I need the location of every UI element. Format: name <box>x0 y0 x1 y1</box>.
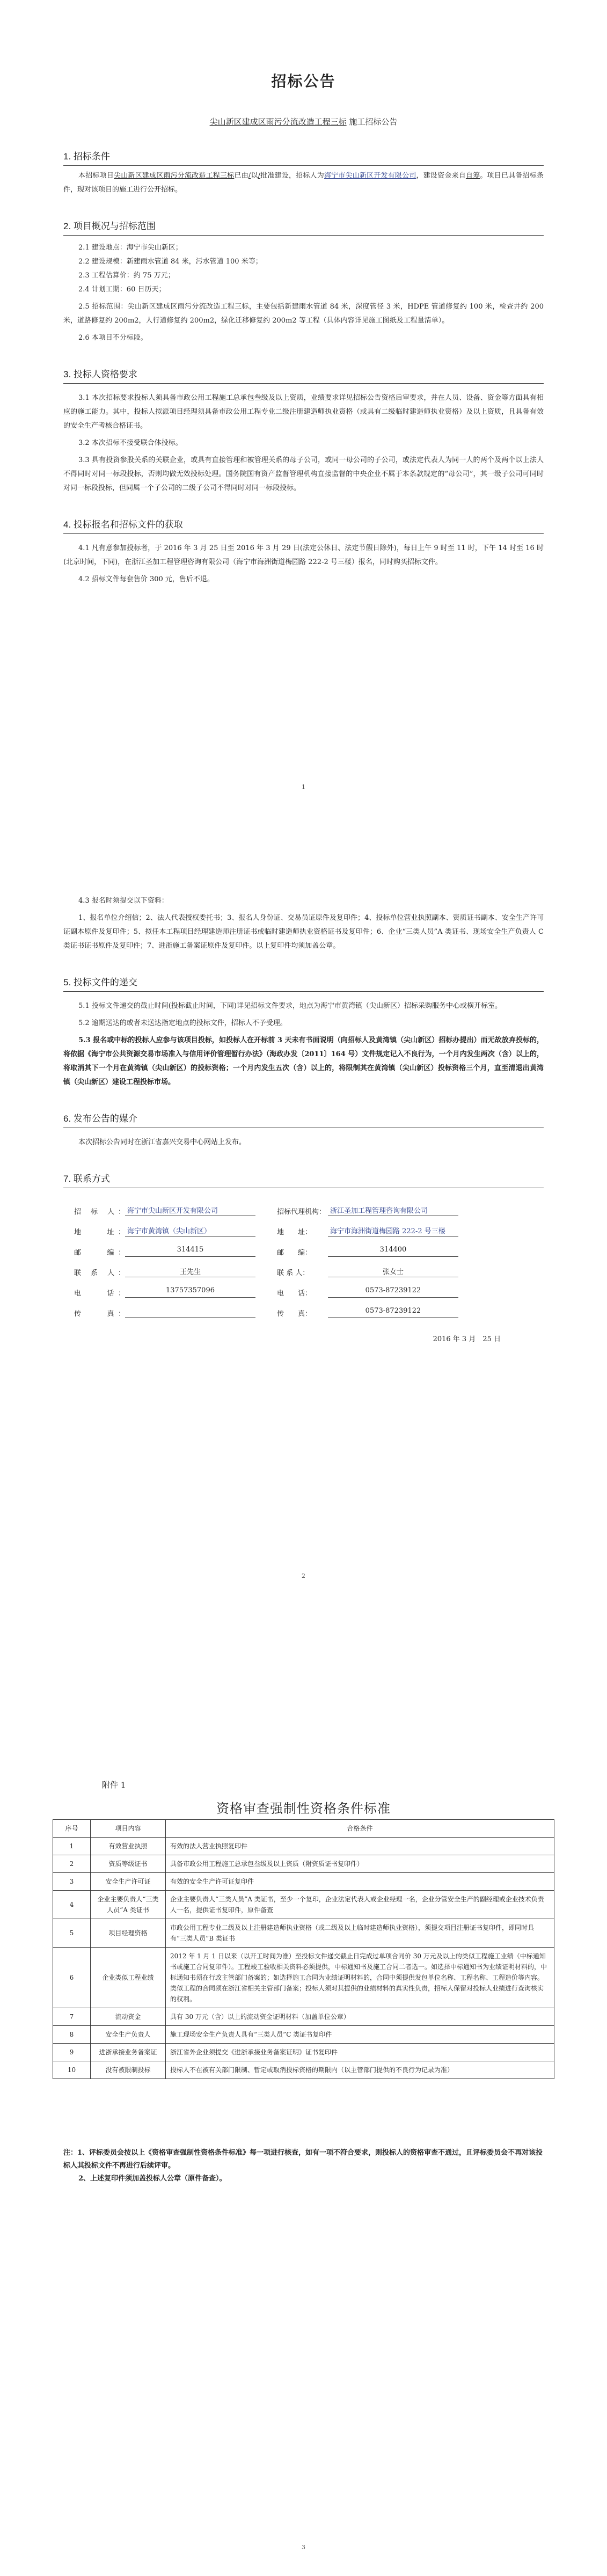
s1-owner: 海宁市尖山新区开发有限公司 <box>324 172 416 180</box>
note-1: 注：1、评标委员会按以上《资格审查强制性资格条件标准》每一项进行核查，如有一项不符合要求，则投标人的资格审查不通过，且评标委员会不再对该投标人其投标文件不再进行后续评审。 <box>63 2149 543 2170</box>
section-5-p3: 5.3 报名或中标的投标人应参与该项目投标，如投标人在开标前 3 天未有书面说明（向招标人及黄湾镇（尖山新区）招标办提出）而无故放弃投标的，将依据《海宁市公共资源交易市场准入与信用评价管理暂行办法》（海政办发〔2011〕164 号）文件规定记入不良行为，一个月内发生两次（含）以上的，将取消其下一个月在黄湾镇（尖山新区）的投标资格；一个月内发生五次（含）以上的，将限制其在黄湾镇（尖山新区）投标资格三个月，直至清退出黄湾镇（尖山新区）建设工程投标市场。 <box>63 1036 544 1086</box>
table-row: 5 项目经理资格 市政公用工程专业二级及以上注册建造师执业资格（或二级及以上临时建造师执业资格），须提交项目注册证书复印件，即同时具有“三类人员”B 类证书 <box>53 1919 554 1948</box>
section-3-p2: 3.2 本次招标不接受联合体投标。 <box>78 439 182 447</box>
list-item: 2.1 建设地点：海宁市尖山新区； <box>78 244 182 252</box>
subtitle-suffix: 施工招标公告 <box>349 117 398 127</box>
divider <box>63 383 544 384</box>
table-row: 10 没有被限制投标 投标人不在被有关部门限制、暂定或取消投标资格的期限内（以主管部门提供的不良行为记录为准） <box>53 2061 554 2079</box>
page-2 <box>0 837 607 1674</box>
column-header: 项目内容 <box>91 1820 166 1838</box>
contact-row: 联 系 人： 王先生 联 系 人： 张女士 <box>63 1257 544 1277</box>
list-item: 2.2 建设规模：新建雨水管道 84 米，污水管道 100 米等； <box>78 258 262 266</box>
note-2: 2、上述复印件须加盖投标人公章（原件备查）。 <box>78 2175 226 2183</box>
section-2-list <box>63 241 544 345</box>
contact-block <box>63 1196 544 1318</box>
section-5-p1: 5.1 投标文件递交的截止时间(投标截止时间，下同)详见招标文件要求，地点为海宁市黄湾镇（尖山新区）招标采购服务中心或横开标室。 <box>78 1002 502 1010</box>
column-header: 合格条件 <box>166 1820 554 1838</box>
contact-row: 招 标 人： 海宁市尖山新区开发有限公司 招标代理机构： 浙江圣加工程管理咨询有限公司 <box>63 1196 544 1216</box>
table-row: 6 企业类似工程业绩 2012 年 1 月 1 日以来（以开工时间为准）至投标文件递交截止日完成过单项合同价 30 万元及以上的类似工程施工业绩（中标通知书或施工合同复印件）。工程竣工验收相关资料必须提供，中标通知书及施工合同二者选一。如选择中标通知书为业绩证明材料的，中标通知书须在行政主管部门备案的；如选择施工合同为业绩证明材料的，合同中须提供发包单位名称、工程名称、工程造价等内容。类似工程的合同须在浙江省相关主管部门备案；投标人须对其提供的业绩材料的真实性负责，招标人保留对投标人业绩进行查询核实的权利。 <box>53 1948 554 2008</box>
table-row: 7 流动资金 具有 30 万元（含）以上的流动资金证明材料（加盖单位公章） <box>53 2008 554 2026</box>
section-6-heading: 6. 发布公告的媒介 <box>63 1114 137 1124</box>
list-item: 2.6 本项目不分标段。 <box>78 334 148 342</box>
table-row: 9 进浙承接业务备案证 浙江省外企业须提交《进浙承接业务备案证明》证书复印件 <box>53 2044 554 2061</box>
section-6-p1: 本次招标公告同时在浙江省嘉兴交易中心网站上发布。 <box>78 1138 246 1146</box>
section-1-text: 本招标项目尖山新区建成区雨污分流改造工程三标已由/以/批准建设，招标人为海宁市尖山新区开发有限公司，建设资金来自自筹。项目已具备招标条件，现对该项目的施工进行公开招标。 <box>63 172 544 194</box>
table-row: 8 安全生产负责人 施工现场安全生产负责人具有“三类人员”C 类证书复印件 <box>53 2026 554 2044</box>
requirements-table <box>53 1819 554 2079</box>
contact-row: 传 真： 传 真： 0573-87239122 <box>63 1298 544 1318</box>
section-7-heading: 7. 联系方式 <box>63 1174 110 1184</box>
contact-row: 邮 编： 314415 邮 编： 314400 <box>63 1236 544 1257</box>
table-row: 1 有效营业执照 有效的法人营业执照复印件 <box>53 1838 554 1855</box>
section-4-heading: 4. 投标报名和招标文件的获取 <box>63 519 183 530</box>
contact-row: 电 话： 13757357096 电 话： 0573-87239122 <box>63 1277 544 1298</box>
table-row: 3 安全生产许可证 有效的安全生产许可证复印件 <box>53 1873 554 1891</box>
section-4-p4: 1、报名单位介绍信；2、法人代表授权委托书；3、报名人身份证、交易员证原件及复印件；4、投标单位营业执照副本、资质证书副本、安全生产许可证副本原件及复印件；5、拟任本工程项目经理建造师注册证书或临时建造师执业资格证书及复印件；6、企业“三类人员”A 类证书、现场安全生产负责人 C 类证书证书原件及复印件；7、进浙施工备案证原件及复印件。以上复印件均须加盖公章。 <box>63 914 544 950</box>
page-number: 2 <box>302 1572 305 1579</box>
page-title: 招标公告 <box>271 72 336 90</box>
annex-label: 附件 1 <box>102 1780 126 1790</box>
project-subtitle <box>63 116 544 127</box>
column-header: 序号 <box>53 1820 91 1838</box>
annex-title: 资格审查强制性资格条件标准 <box>216 1801 391 1816</box>
table-row: 4 企业主要负责人“三类人员”A 类证书 企业主要负责人“三类人员”A 类证书，至少一个复印，企业法定代表人或企业经理一名，企业分管安全生产的副经理或企业技术负责人一名，提供证书复印件，原件备查 <box>53 1891 554 1919</box>
contact-row: 地 址： 海宁市黄湾镇（尖山新区） 地 址： 海宁市海洲街道梅园路 222-2 号三楼 <box>63 1216 544 1236</box>
table-row: 2 资质等级证书 具备市政公用工程施工总承包叁级及以上资质（附资质证书复印件） <box>53 1855 554 1873</box>
s1-project: 尖山新区建成区雨污分流改造工程三标 <box>114 172 235 180</box>
page-number: 3 <box>302 2544 305 2551</box>
page-1 <box>0 0 607 837</box>
list-item: 2.3 工程估算价：约 75 万元； <box>78 272 175 280</box>
announcement-date: 2016 年 3 月 25 日 <box>433 1335 501 1343</box>
list-item: 2.4 计划工期：60 日历天； <box>78 286 166 294</box>
section-4-p3: 4.3 报名时须提交以下资料： <box>78 897 169 905</box>
section-3-p1: 3.1 本次招标要求投标人须具备市政公用工程施工总承包叁级及以上资质，业绩要求详见招标公告资格后审要求，并在人员、设备、资金等方面具有相应的施工能力。其中，投标人拟派项目经理须具备市政公用工程专业二级注册建造师执业资格（或具有二级临时建造师执业资格）及以上资质，且具备有效的安全生产考核合格证书。 <box>63 394 544 430</box>
section-3-p3: 3.3 具有投资参股关系的关联企业，或具有直接管理和被管理关系的母子公司，或同一母公司的子公司，或法定代表人为同一人的两个及两个以上法人不得同时对同一标段投标，否则均做无效投标处理。国务院国有资产监督管理机构直接监督的中央企业不属于本条款规定的“母公司”，其一级子公司可同时对同一标段投标，但同属一个子公司的二级子公司不得同时对同一标段投标。 <box>63 456 544 492</box>
divider <box>63 165 544 166</box>
section-2-heading: 2. 项目概况与招标范围 <box>63 221 156 231</box>
divider <box>63 991 544 992</box>
table-header-row <box>53 1820 554 1838</box>
section-5-heading: 5. 投标文件的递交 <box>63 977 137 987</box>
section-4-p1: 4.1 凡有意参加投标者，于 2016 年 3 月 25 日至 2016 年 3 月 29 日(法定公休日、法定节假日除外)，每日上午 9 时至 11 时，下午 14 时至 16 时(北京时间，下同)，在浙江圣加工程管理咨询有限公司（海宁市海洲街道梅园路 222-2 号三楼）报名，同时购买招标文件。 <box>63 544 544 566</box>
section-4-p2: 4.2 招标文件每套售价 300 元，售后不退。 <box>78 575 214 583</box>
divider <box>63 235 544 236</box>
section-1-heading: 1. 招标条件 <box>63 151 110 162</box>
page-number: 1 <box>302 784 305 791</box>
section-5-p2: 5.2 逾期送达的或者未送达指定地点的投标文件，招标人不予受理。 <box>78 1019 287 1027</box>
section-3-heading: 3. 投标人资格要求 <box>63 369 137 379</box>
annex-notes <box>63 2147 546 2185</box>
subtitle-project: 尖山新区建成区雨污分流改造工程三标 <box>209 117 347 127</box>
divider <box>63 533 544 534</box>
list-item: 2.5 招标范围：尖山新区建成区雨污分流改造工程三标，主要包括新建雨水管道 84 米，深度管径 3 米，HDPE 管道修复约 100 米，检查井约 200 米，道路修复约 200m2，人行道修复约 200m2，绿化迁移修复约 200m2 等工程（具体内容详见施工图纸及工程量清单）。 <box>63 303 544 325</box>
